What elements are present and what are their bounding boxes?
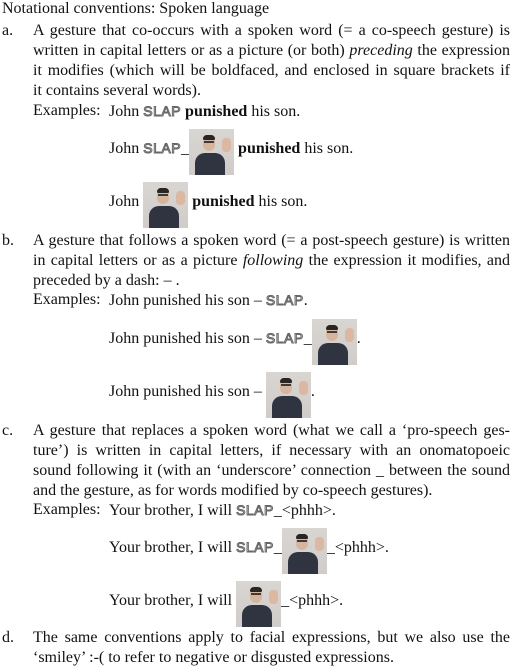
item-a-line-2: written in capital letters or as a picture (or both) preceding the expression	[33, 42, 510, 59]
item-b-line-3: preceded by a dash: – .	[33, 272, 180, 289]
section-heading: Notational conventions: Spoken language	[2, 0, 270, 17]
item-c-example-3: Your brother, I will _<phhh>.	[109, 575, 343, 627]
item-b-example-3: John punished his son – .	[109, 366, 315, 418]
item-d-line-2: ‘smiley’ :-( to refer to negative or disgusted expressions.	[33, 649, 394, 666]
item-b-line-1: A gesture that follows a spoken word (= a post-speech gesture) is written	[33, 232, 510, 249]
item-c-line-3: sound following it (with an ‘underscore’ connection _ between the sound	[33, 462, 510, 479]
item-a-example-3: John punished his son.	[109, 176, 307, 228]
item-c-example-1: Your brother, I will SLAP_<phhh>.	[109, 502, 336, 519]
item-a-example-1: John SLAP punished his son.	[109, 103, 301, 120]
item-b-example-2: John punished his son – SLAP_ .	[109, 312, 361, 365]
item-marker-d: d.	[2, 629, 14, 646]
item-c-line-4: and the gesture, as for words modified by co-speech gestures).	[33, 482, 433, 499]
gesture-term: SLAP	[236, 539, 274, 555]
gesture-photo	[312, 319, 357, 365]
item-marker-a: a.	[2, 22, 14, 39]
item-marker-c: c.	[2, 422, 14, 439]
item-a-line-4: it contains several words).	[33, 82, 201, 99]
item-a-line-1: A gesture that co-occurs with a spoken word (= a co-speech gesture) is	[33, 22, 510, 39]
item-marker-b: b.	[2, 232, 14, 249]
gesture-term: SLAP	[236, 502, 274, 518]
item-a-line-3: it modifies (which will be boldfaced, and enclosed in square brackets if	[33, 62, 510, 79]
item-a-examples-label: Examples:	[33, 102, 101, 119]
item-d-line-1: The same conventions apply to facial expressions, but we also use the	[33, 629, 510, 646]
gesture-photo	[266, 372, 311, 418]
gesture-photo	[236, 581, 281, 627]
item-c-example-2: Your brother, I will SLAP_ _<phhh>.	[109, 521, 389, 574]
gesture-photo	[143, 182, 188, 228]
item-b-examples-label: Examples:	[33, 291, 101, 308]
gesture-photo	[189, 129, 234, 175]
gesture-term: SLAP	[265, 292, 304, 308]
item-b-example-1: John punished his son – SLAP.	[109, 292, 308, 309]
item-c-line-1: A gesture that replaces a spoken word (what we call a ‘pro-speech ges-	[33, 422, 510, 439]
gesture-term: SLAP	[143, 103, 182, 119]
gesture-term: SLAP	[143, 140, 182, 156]
item-c-examples-label: Examples:	[33, 501, 101, 518]
item-c-line-2: ture’) is written in capital letters, if necessary with an onomatopoeic	[33, 442, 510, 459]
item-a-example-2: John SLAP_ punished his son.	[109, 122, 353, 175]
gesture-photo	[282, 528, 327, 574]
item-b-line-2: in capital letters or as a picture following the expression it modifies, and	[33, 252, 510, 269]
gesture-term: SLAP	[265, 330, 304, 346]
